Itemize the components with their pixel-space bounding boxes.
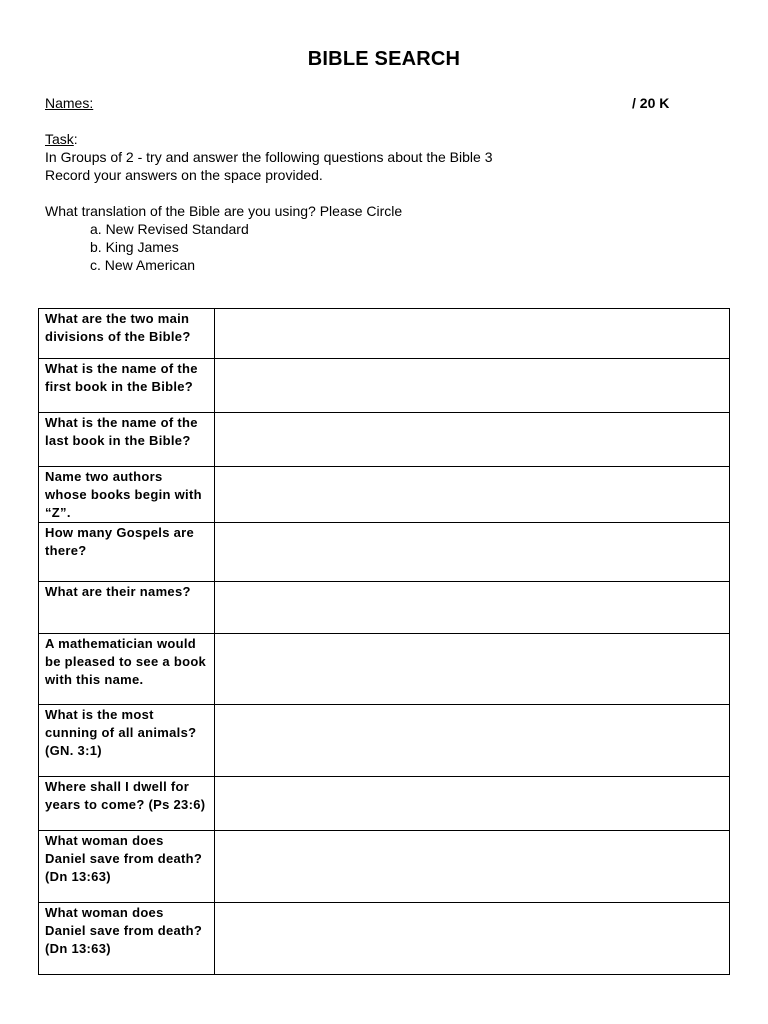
table-row (39, 413, 730, 467)
question-cell: What are their names? (39, 582, 215, 634)
question-cell: What woman does Daniel save from death? (Dn 13:63) (39, 903, 215, 975)
answer-cell[interactable] (215, 831, 730, 903)
table-row (39, 831, 730, 903)
question-cell: A mathematician would be pleased to see a book with this name. (39, 634, 215, 705)
table-row (39, 903, 730, 975)
table-row (39, 467, 730, 523)
translation-option[interactable]: c. New American (90, 257, 196, 273)
names-label: Names: (45, 95, 94, 111)
translation-question-text: What translation of the Bible are you using? Please Circle (45, 203, 403, 219)
question-cell: Where shall I dwell for years to come? (Ps 23:6) (39, 777, 215, 831)
question-cell: What is the most cunning of all animals? (GN. 3:1) (39, 705, 215, 777)
task-instruction-1: In Groups of 2 - try and answer the following questions about the Bible 3 (45, 149, 493, 165)
answer-cell[interactable] (215, 467, 730, 523)
answer-cell[interactable] (215, 582, 730, 634)
question-cell: What are the two main divisions of the Bible? (39, 309, 215, 359)
answer-cell[interactable] (215, 523, 730, 582)
table-row (39, 523, 730, 582)
answer-cell[interactable] (215, 777, 730, 831)
answer-cell[interactable] (215, 359, 730, 413)
translation-option[interactable]: a. New Revised Standard (90, 221, 249, 237)
translation-options (45, 220, 402, 274)
translation-question (45, 202, 402, 274)
answer-cell[interactable] (215, 903, 730, 975)
table-row (39, 309, 730, 359)
answer-cell[interactable] (215, 705, 730, 777)
question-cell: What is the name of the last book in the Bible? (39, 413, 215, 467)
answer-cell[interactable] (215, 634, 730, 705)
question-table (38, 308, 730, 975)
task-heading (45, 130, 493, 148)
answer-cell[interactable] (215, 413, 730, 467)
question-cell: What woman does Daniel save from death? (Dn 13:63) (39, 831, 215, 903)
task-label-colon: : (73, 131, 78, 147)
task-section (45, 130, 493, 184)
table-row (39, 634, 730, 705)
table-row (39, 359, 730, 413)
task-instruction-2: Record your answers on the space provided. (45, 167, 323, 183)
question-cell: How many Gospels are there? (39, 523, 215, 582)
task-label: Task (45, 131, 74, 147)
table-row (39, 705, 730, 777)
question-cell: Name two authors whose books begin with “Z”. (39, 467, 215, 523)
answer-cell[interactable] (215, 309, 730, 359)
page-title: BIBLE SEARCH (307, 48, 461, 70)
table-row (39, 582, 730, 634)
table-row (39, 777, 730, 831)
score-label: / 20 K (632, 95, 670, 111)
question-cell: What is the name of the first book in the Bible? (39, 359, 215, 413)
translation-option[interactable]: b. King James (90, 239, 179, 255)
names-field (45, 95, 93, 111)
